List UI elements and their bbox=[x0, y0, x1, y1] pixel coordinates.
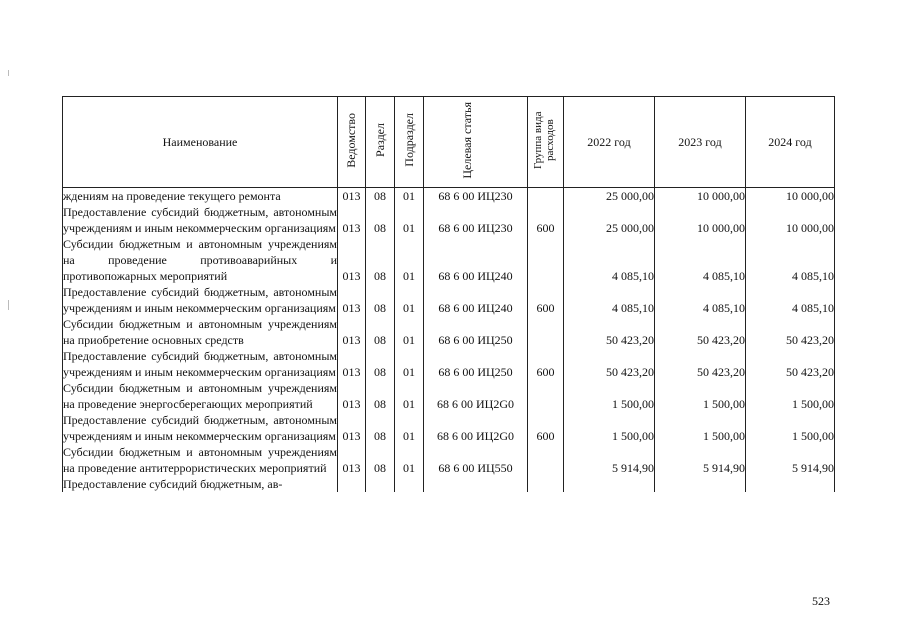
cell-podrazdel: 01 bbox=[395, 444, 424, 476]
cell-2024: 1 500,00 bbox=[746, 380, 835, 412]
cell-article: 68 6 00 ИЦ230 bbox=[424, 204, 528, 236]
cell-2022: 4 085,10 bbox=[564, 236, 655, 284]
header-razdel: Раздел bbox=[366, 97, 395, 188]
cell-podrazdel: 01 bbox=[395, 380, 424, 412]
header-2022: 2022 год bbox=[564, 97, 655, 188]
table-row bbox=[63, 476, 835, 492]
cell-podrazdel: 01 bbox=[395, 204, 424, 236]
scan-mark bbox=[8, 300, 9, 310]
cell-2023: 10 000,00 bbox=[655, 188, 746, 205]
cell-2024: 50 423,20 bbox=[746, 348, 835, 380]
cell-article: 68 6 00 ИЦ240 bbox=[424, 284, 528, 316]
cell-podrazdel bbox=[395, 476, 424, 492]
cell-group bbox=[528, 476, 564, 492]
table-row bbox=[63, 204, 835, 236]
cell-podrazdel: 01 bbox=[395, 412, 424, 444]
cell-group bbox=[528, 236, 564, 284]
cell-group bbox=[528, 188, 564, 205]
cell-2024: 10 000,00 bbox=[746, 204, 835, 236]
table-row bbox=[63, 412, 835, 444]
table-row bbox=[63, 380, 835, 412]
cell-2022: 25 000,00 bbox=[564, 188, 655, 205]
cell-vedomstvo: 013 bbox=[338, 188, 366, 205]
cell-2022: 4 085,10 bbox=[564, 284, 655, 316]
cell-vedomstvo: 013 bbox=[338, 380, 366, 412]
cell-2023: 1 500,00 bbox=[655, 412, 746, 444]
cell-razdel: 08 bbox=[366, 380, 395, 412]
cell-razdel: 08 bbox=[366, 236, 395, 284]
cell-podrazdel: 01 bbox=[395, 188, 424, 205]
cell-article: 68 6 00 ИЦ550 bbox=[424, 444, 528, 476]
cell-podrazdel: 01 bbox=[395, 236, 424, 284]
header-vedomstvo: Ведомство bbox=[338, 97, 366, 188]
cell-article: 68 6 00 ИЦ250 bbox=[424, 348, 528, 380]
cell-razdel: 08 bbox=[366, 316, 395, 348]
cell-podrazdel: 01 bbox=[395, 348, 424, 380]
cell-name: ждениям на проведение текущего ремонта bbox=[63, 188, 338, 205]
cell-name: Предоставление субсидий бюджетным, автономным учреждениям и иным некоммерческим организациям bbox=[63, 413, 337, 443]
cell-vedomstvo: 013 bbox=[338, 412, 366, 444]
table-header-row bbox=[63, 97, 835, 188]
cell-vedomstvo: 013 bbox=[338, 348, 366, 380]
cell-2024: 5 914,90 bbox=[746, 444, 835, 476]
cell-article: 68 6 00 ИЦ230 bbox=[424, 188, 528, 205]
header-group: Группа вида расходов bbox=[528, 97, 564, 188]
cell-group bbox=[528, 316, 564, 348]
cell-2022: 1 500,00 bbox=[564, 412, 655, 444]
cell-article: 68 6 00 ИЦ2G0 bbox=[424, 412, 528, 444]
cell-2023: 50 423,20 bbox=[655, 316, 746, 348]
header-name: Наименование bbox=[63, 97, 338, 188]
cell-2023: 4 085,10 bbox=[655, 284, 746, 316]
cell-2022: 1 500,00 bbox=[564, 380, 655, 412]
header-2024: 2024 год bbox=[746, 97, 835, 188]
cell-vedomstvo: 013 bbox=[338, 236, 366, 284]
cell-2022 bbox=[564, 476, 655, 492]
cell-2022: 5 914,90 bbox=[564, 444, 655, 476]
cell-2022: 50 423,20 bbox=[564, 316, 655, 348]
cell-razdel: 08 bbox=[366, 188, 395, 205]
cell-article: 68 6 00 ИЦ250 bbox=[424, 316, 528, 348]
cell-razdel: 08 bbox=[366, 412, 395, 444]
cell-name: Предоставление субсидий бюджетным, автономным учреждениям и иным некоммерческим организациям bbox=[63, 205, 337, 235]
cell-vedomstvo bbox=[338, 476, 366, 492]
cell-2023: 4 085,10 bbox=[655, 236, 746, 284]
cell-group: 600 bbox=[528, 412, 564, 444]
cell-vedomstvo: 013 bbox=[338, 284, 366, 316]
table-row bbox=[63, 348, 835, 380]
cell-name: Субсидии бюджетным и автономным учреждениям на приобретение основных средств bbox=[63, 317, 337, 347]
cell-2024 bbox=[746, 476, 835, 492]
cell-razdel: 08 bbox=[366, 284, 395, 316]
cell-podrazdel: 01 bbox=[395, 284, 424, 316]
cell-group: 600 bbox=[528, 204, 564, 236]
cell-2023: 50 423,20 bbox=[655, 348, 746, 380]
cell-2023 bbox=[655, 476, 746, 492]
cell-2024: 4 085,10 bbox=[746, 284, 835, 316]
cell-name: Предоставление субсидий бюджетным, автономным учреждениям и иным некоммерческим организациям bbox=[63, 349, 337, 379]
table-row bbox=[63, 316, 835, 348]
cell-name: Субсидии бюджетным и автономным учреждениям на проведение антитеррористических мероприятий bbox=[63, 445, 337, 475]
cell-group bbox=[528, 380, 564, 412]
cell-2023: 5 914,90 bbox=[655, 444, 746, 476]
cell-vedomstvo: 013 bbox=[338, 444, 366, 476]
table-row bbox=[63, 188, 835, 205]
cell-razdel bbox=[366, 476, 395, 492]
cell-2022: 50 423,20 bbox=[564, 348, 655, 380]
table-row bbox=[63, 236, 835, 284]
cell-2022: 25 000,00 bbox=[564, 204, 655, 236]
scan-mark bbox=[8, 70, 9, 76]
page-number: 523 bbox=[812, 594, 830, 608]
cell-vedomstvo: 013 bbox=[338, 316, 366, 348]
cell-name: Предоставление субсидий бюджетным, ав- bbox=[63, 476, 338, 492]
cell-2024: 50 423,20 bbox=[746, 316, 835, 348]
cell-2024: 4 085,10 bbox=[746, 236, 835, 284]
cell-group: 600 bbox=[528, 348, 564, 380]
cell-2023: 10 000,00 bbox=[655, 204, 746, 236]
cell-article: 68 6 00 ИЦ2G0 bbox=[424, 380, 528, 412]
budget-table bbox=[62, 96, 835, 492]
header-podrazdel: Подраздел bbox=[395, 97, 424, 188]
cell-vedomstvo: 013 bbox=[338, 204, 366, 236]
cell-2024: 1 500,00 bbox=[746, 412, 835, 444]
table-row bbox=[63, 444, 835, 476]
cell-razdel: 08 bbox=[366, 204, 395, 236]
cell-group bbox=[528, 444, 564, 476]
header-2023: 2023 год bbox=[655, 97, 746, 188]
cell-razdel: 08 bbox=[366, 348, 395, 380]
cell-podrazdel: 01 bbox=[395, 316, 424, 348]
header-article: Целевая статья bbox=[424, 97, 528, 188]
cell-name: Предоставление субсидий бюджетным, автономным учреждениям и иным некоммерческим организациям bbox=[63, 285, 337, 315]
cell-razdel: 08 bbox=[366, 444, 395, 476]
cell-2023: 1 500,00 bbox=[655, 380, 746, 412]
cell-name: Субсидии бюджетным и автономным учреждениям на проведение противоаварийных и противопожарных мероприятий bbox=[63, 237, 337, 283]
cell-article bbox=[424, 476, 528, 492]
table-row bbox=[63, 284, 835, 316]
cell-group: 600 bbox=[528, 284, 564, 316]
cell-article: 68 6 00 ИЦ240 bbox=[424, 236, 528, 284]
cell-name: Субсидии бюджетным и автономным учреждениям на проведение энергосберегающих мероприятий bbox=[63, 381, 337, 411]
cell-2024: 10 000,00 bbox=[746, 188, 835, 205]
